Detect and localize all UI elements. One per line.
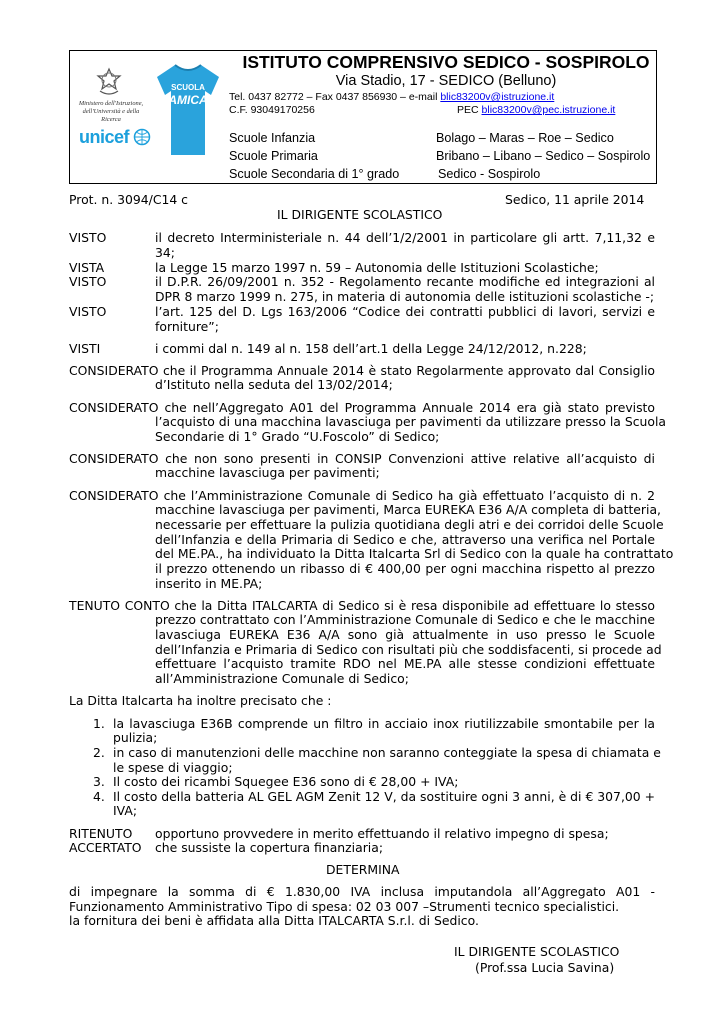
school-places-infanzia: Bolago – Maras – Roe – Sedico [436,131,614,145]
school-title: ISTITUTO COMPRENSIVO SEDICO - SOSPIROLO [242,52,650,72]
tshirt-text-line1: SCUOLA [171,83,205,92]
unicef-wordmark: unicef [79,127,130,147]
visto1-line1: il decreto Interministeriale n. 44 dell’1/2/2001 in particolare gli artt. 7,11,32 e [155,230,655,245]
visti-keyword: VISTI [69,341,101,356]
visto3-line1: l’art. 125 del D. Lgs 163/2006 “Codice dei contratti pubblici di lavori, servizi e [155,304,655,319]
list-number-4: 4. [93,789,105,804]
phone-line [229,91,554,103]
considerato4-line5: del ME.PA., ha individuato la Ditta Italcarta Srl di Sedico con la quale ha contrattato [155,546,674,561]
considerato4-line3: necessarie per effettuare la pulizia quotidiana degli atri e dei corridoi delle Scuole [155,517,664,532]
list-item-1-line1: la lavasciuga E36B comprende un filtro in acciaio inox riutilizzabile smontabile per la [113,716,655,731]
considerato3-line1: CONSIDERATO che non sono presenti in CONSIP Convenzioni attive relative all’acquisto di [69,451,655,466]
ritenuto-keyword: RITENUTO [69,826,133,841]
considerato2-line1: CONSIDERATO che nell’Aggregato A01 del Programma Annuale 2014 era già stato previsto [69,400,655,415]
tshirt-icon [155,61,221,157]
list-item-4-line1: Il costo della batteria AL GEL AGM Zenit 12 V, da sostituire ogni 3 anni, è di € 307,00 + [113,789,655,804]
scuola-amica-tshirt [155,61,221,157]
considerato2-line3: Secondarie di 1° Grado “U.Foscolo” di Sedico; [155,429,440,444]
determina-line2: Funzionamento Amministrativo Tipo di spesa: 02 03 007 –Strumenti tecnico specialistici. [69,899,620,914]
unicef-logo [79,127,151,149]
visti-text: i commi dal n. 149 al n. 158 dell’art.1 della Legge 24/12/2012, n.228; [155,341,587,356]
signature-title: IL DIRIGENTE SCOLASTICO [454,944,620,959]
list-number-3: 3. [93,774,105,789]
vista-text: la Legge 15 marzo 1997 n. 59 – Autonomia delle Istituzioni Scolastiche; [155,260,599,275]
considerato3-line2: macchine lavasciuga per pavimenti; [155,465,380,480]
republic-emblem-icon [96,67,122,97]
accertato-keyword: ACCERTATO [69,840,142,855]
ritenuto-text: opportuno provvedere in merito effettuando il relativo impegno di spesa; [155,826,609,841]
school-places-secondaria: Sedico - Sospirolo [438,167,541,181]
visto2-line1: il D.P.R. 26/09/2001 n. 352 - Regolamento recante modifiche ed integrazioni al [155,274,655,289]
signature-name: (Prof.ssa Lucia Savina) [475,960,615,975]
email-link[interactable]: blic83200v@istruzione.it [440,91,555,103]
visto2-line2: DPR 8 marzo 1999 n. 275, in materia di autonomia delle istituzioni scolastiche -; [155,289,655,304]
school-places-primaria: Bribano – Libano – Sedico – Sospirolo [436,149,651,163]
visto3-keyword: VISTO [69,304,107,319]
list-item-4-line2: IVA; [113,803,137,818]
tenuto-conto-line1: TENUTO CONTO che la Ditta ITALCARTA di Sedico si è resa disponibile ad effettuare lo stesso [69,598,655,613]
vista-keyword: VISTA [69,260,105,275]
school-address: Via Stadio, 17 - SEDICO (Belluno) [335,73,557,89]
tenuto-conto-line3: lavasciuga EUREKA E36 A/A sono già attualmente in uso presso le Scuole [155,627,655,642]
school-type-primaria: Scuole Primaria [229,149,318,163]
tenuto-conto-line5: effettuare l’acquisto tramite RDO nel ME.PA alle stesse condizioni effettuate [155,656,655,671]
considerato1-line1: CONSIDERATO che il Programma Annuale 2014 è stato Regolarmente approvato dal Consiglio [69,363,655,378]
considerato1-line2: d’Istituto nella seduta del 13/02/2014; [155,377,393,392]
visto2-keyword: VISTO [69,274,107,289]
tshirt-text-line2: AMICA [168,93,208,107]
school-type-secondaria: Scuole Secondaria di 1° grado [229,167,400,181]
tenuto-conto-line2: prezzo contrattato con l’Amministrazione Comunale di Sedico e che le macchine [155,612,656,627]
ministry-caption: Ministero dell'Istruzione, dell'Università e della Ricerca [78,100,144,123]
heading-dirigente: IL DIRIGENTE SCOLASTICO [277,207,443,222]
list-item-1-line2: pulizia; [113,730,158,745]
visto3-line2: forniture”; [155,319,219,334]
considerato4-line7: inserito in ME.PA; [155,576,263,591]
tenuto-conto-line6: all’Amministrazione Comunale di Sedico; [155,671,409,686]
considerato4-line6: il prezzo ottenendo un ribasso di € 400,00 per ogni macchina rispetto al prezzo [155,561,655,576]
list-item-2-line2: le spese di viaggio; [113,760,233,775]
pec-link[interactable]: blic83200v@pec.istruzione.it [481,104,616,116]
phone-fax-text: Tel. 0437 82772 – Fax 0437 856930 – e-mail [229,91,441,103]
list-item-2-line1: in caso di manutenzioni delle macchine non saranno conteggiate la spesa di chiamata e [113,745,661,760]
tenuto-conto-line4: dell’Infanzia e Primaria di Sedico con risultati più che soddisfacenti, si procede ad [155,642,662,657]
considerato4-line4: dell’Infanzia e della Primaria di Sedico e che, attraverso una verifica nel Portale [155,532,655,547]
considerato4-line1: CONSIDERATO che l’Amministrazione Comunale di Sedico ha già effettuato l’acquisto di n. 2 [69,488,655,503]
list-item-3-line1: Il costo dei ricambi Squegee E36 sono di € 28,00 + IVA; [113,774,459,789]
accertato-text: che sussiste la copertura finanziaria; [155,840,383,855]
list-number-1: 1. [93,716,105,731]
unicef-globe-icon [133,128,151,146]
determina-line3: la fornitura dei beni è affidata alla Ditta ITALCARTA S.r.l. di Sedico. [69,913,479,928]
visto1-keyword: VISTO [69,230,107,245]
determina-line1: di impegnare la somma di € 1.830,00 IVA inclusa imputandola all’Aggregato A01 - [69,884,655,899]
ditta-intro: La Ditta Italcarta ha inoltre precisato che : [69,693,332,708]
pec-label: PEC [457,104,482,116]
determina-heading: DETERMINA [326,862,400,877]
visto1-line2: 34; [155,245,175,260]
document-date: Sedico, 11 aprile 2014 [505,192,645,207]
pec-line [457,104,615,116]
school-type-infanzia: Scuole Infanzia [229,131,316,145]
protocol-number: Prot. n. 3094/C14 c [69,192,188,207]
considerato2-line2: l’acquisto di una macchina lavasciuga per pavimenti da utilizzare presso la Scuola [155,414,666,429]
considerato4-line2: macchine lavasciuga per pavimenti, Marca EUREKA E36 A/A completa di batteria, [155,502,662,517]
cf-text: C.F. 93049170256 [229,104,315,116]
list-number-2: 2. [93,745,105,760]
